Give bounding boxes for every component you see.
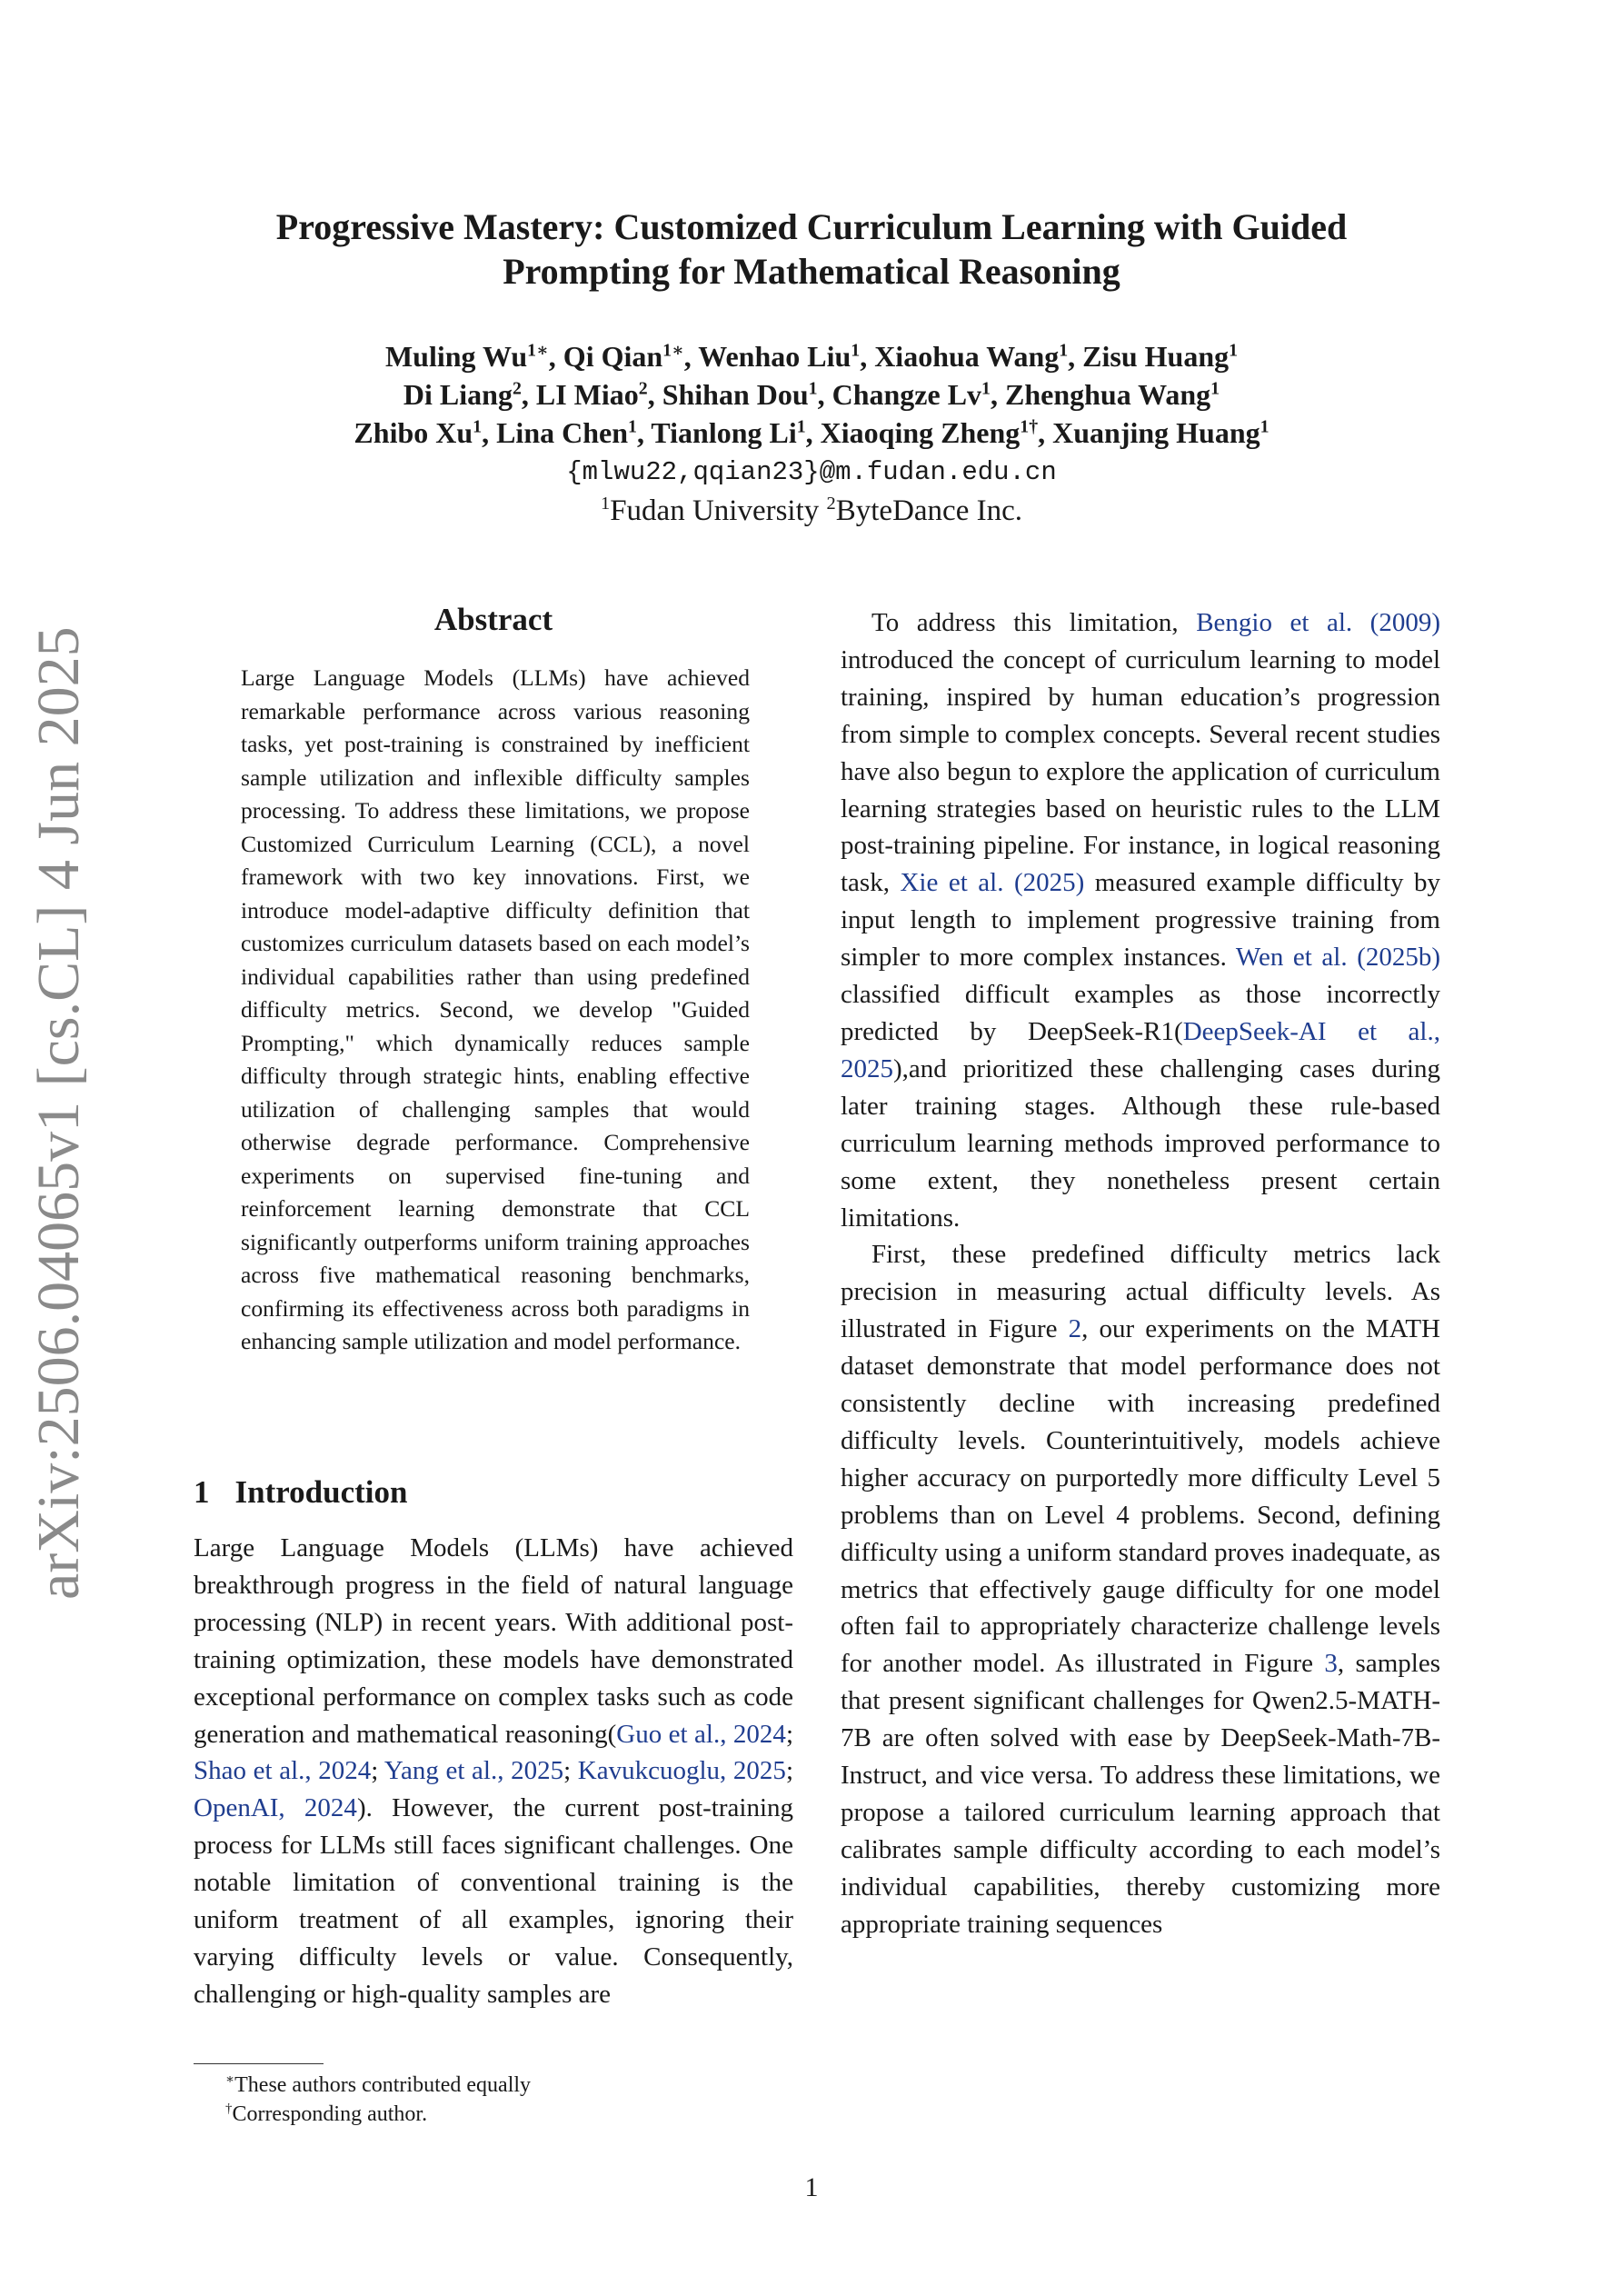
author-name: Muling Wu bbox=[384, 340, 528, 373]
author-line-2: Di Liang$^2$, LI Miao$^2$, Shihan Dou$^1$, Changze Lv$^1$, Zhenghua Wang$^1$ bbox=[403, 378, 1220, 411]
affiliations bbox=[164, 491, 1459, 531]
footnote-1 bbox=[225, 2071, 531, 2100]
author-email: {mlwu22,qqian23}@m.fudan.edu.cn bbox=[566, 457, 1057, 487]
citation-link[interactable]: Yang et al., 2025 bbox=[383, 1756, 564, 1786]
author-name: Zisu Huang bbox=[1082, 340, 1230, 373]
citation-link[interactable]: Bengio et al. (2009) bbox=[1196, 608, 1440, 637]
abstract-body: Large Language Models (LLMs) have achieved remarkable performance across various reasoning tasks, yet post-training is constrained by inefficient sample utilization and inflexible difficulty samples processing. To address these limitations, we propose Customized Curriculum Learning (CCL), a novel framework with two key innovations. First, we introduce model-adaptive difficulty definition that customizes curriculum datasets based on each model’s individual capabilities rather than using predefined difficulty metrics. Second, we develop "Guided Prompting," which dynamically reduces sample difficulty through strategic hints, enabling effective utilization of challenging samples that would otherwise degrade performance. Comprehensive experiments on supervised fine-tuning and reinforcement learning demonstrate that CCL significantly outperforms uniform training approaches across five mathematical reasoning benchmarks, confirming its effectiveness across both paradigms in enhancing sample utilization and model performance. bbox=[241, 664, 750, 1354]
author-affil-mark: 1∗ bbox=[662, 340, 684, 361]
title-line-1: Progressive Mastery: Customized Curriculum Learning with Guided bbox=[275, 206, 1348, 247]
author-name: Lina Chen bbox=[496, 416, 629, 449]
author-name: Xiaohua Wang bbox=[874, 340, 1060, 373]
author-name: Xiaoqing Zheng bbox=[820, 416, 1021, 449]
affil-sup-2: 2 bbox=[826, 494, 836, 514]
author-name: Wenhao Liu bbox=[698, 340, 851, 373]
author-name: Qi Qian bbox=[563, 340, 663, 373]
section-title: Introduction bbox=[234, 1474, 408, 1510]
footnote-mark: † bbox=[225, 2101, 233, 2116]
author-affil-mark: 1 bbox=[628, 416, 637, 437]
author-name: Zhibo Xu bbox=[353, 416, 473, 449]
author-affil-mark: 1 bbox=[796, 416, 806, 437]
citation-link[interactable]: 3 bbox=[1324, 1649, 1338, 1679]
author-affil-mark: 1 bbox=[808, 378, 818, 399]
intro-paragraph-3: First, these predefined difficulty metrics lack precision in measuring actual difficulty levels. As illustrated in Figure 2, our experiments on the MATH dataset demonstrate that model performance does not consistently decline with increasing predefined difficulty levels. Counterintuitively, models achieve higher accuracy on purportedly more difficulty Level 5 problems than on Level 4 problems. Second, defining difficulty using a uniform standard proves inadequate, as metrics that effectively gauge difficulty for one model often fail to appropriately characterize challenge levels for another model. As illustrated in Figure 3, samples that present significant challenges for Qwen2.5-MATH-7B are often solved with ease by DeepSeek-Math-7B-Instruct, and vice versa. To address these limitations, we propose a tailored curriculum learning approach that calibrates sample difficulty according to each model’s individual capabilities, thereby customizing more appropriate training sequences bbox=[841, 1240, 1440, 1939]
author-line-1: Muling $Wu^{1∗}$, Qi Qian$^{1∗}$, Wenhao Liu$^1$, Xiaohua Wang$^1$, Zisu Huang$^1$ bbox=[384, 340, 1239, 373]
paper-title bbox=[164, 205, 1459, 294]
author-name: Changze Lv bbox=[831, 378, 982, 411]
citation-link[interactable]: OpenAI, 2024 bbox=[194, 1793, 357, 1823]
author-affil-mark: 1† bbox=[1020, 416, 1039, 437]
citation-link[interactable]: Shao et al., 2024 bbox=[194, 1756, 372, 1786]
section-heading-introduction bbox=[194, 1472, 407, 1512]
citation-link[interactable]: Xie et al. (2025) bbox=[900, 868, 1085, 898]
title-line-2: Prompting for Mathematical Reasoning bbox=[503, 251, 1120, 292]
author-affil-mark: 1 bbox=[1260, 416, 1270, 437]
author-affil-mark: 1 bbox=[981, 378, 991, 399]
citation-link[interactable]: Kavukcuoglu, 2025 bbox=[577, 1756, 786, 1786]
citation-link[interactable]: Wen et al. (2025b) bbox=[1235, 943, 1441, 973]
affil-name-1: Fudan University bbox=[610, 494, 820, 527]
page-number: 1 bbox=[804, 2172, 819, 2202]
footnote-2 bbox=[225, 2100, 427, 2129]
footnote-mark: ∗ bbox=[225, 2072, 235, 2087]
citation-link[interactable]: 2 bbox=[1068, 1314, 1082, 1344]
author-affil-mark: 1 bbox=[1229, 340, 1239, 361]
author-name: Shihan Dou bbox=[662, 378, 809, 411]
citation-link[interactable]: Guo et al., 2024 bbox=[616, 1719, 786, 1749]
author-affil-mark: 1 bbox=[473, 416, 483, 437]
author-name: LI Miao bbox=[535, 378, 639, 411]
affil-name-2: ByteDance Inc. bbox=[835, 494, 1022, 527]
footnote-text: Corresponding author. bbox=[232, 2102, 428, 2126]
author-name: Xuanjing Huang bbox=[1052, 416, 1260, 449]
author-line-3: Zhibo Xu$^1$, Lina Chen$^1$, Tianlong Li$^1$, Xiaoqing Zheng$^{1\dagger}$, Xuanjing Huang$^1$ bbox=[353, 416, 1270, 449]
abstract-heading: Abstract bbox=[433, 602, 553, 637]
author-name: Di Liang bbox=[403, 378, 513, 411]
affil-sup-1: 1 bbox=[600, 494, 611, 514]
author-affil-mark: 1∗ bbox=[527, 340, 549, 361]
author-name: Tianlong Li bbox=[651, 416, 797, 449]
author-affil-mark: 1 bbox=[1059, 340, 1069, 361]
author-affil-mark: 1 bbox=[851, 340, 861, 361]
author-name: Zhenghua Wang bbox=[1004, 378, 1211, 411]
intro-paragraph-2: To address this limitation, Bengio et al. (2009) introduced the concept of curriculum learning to model training, inspired by human education’s progression from simple to complex concepts. Several recent studies have also begun to explore the application of curriculum learning strategies based on heuristic rules to the LLM post-training pipeline. For instance, in logical reasoning task, Xie et al. (2025) measured example difficulty by input length to implement progressive training from simpler to more complex instances. Wen et al. (2025b) classified difficult examples as those incorrectly predicted by DeepSeek-R1(DeepSeek-AI et al., 2025),and prioritized these challenging cases during later training stages. Although these rule-based curriculum learning methods improved performance to some extent, they nonetheless present certain limitations. bbox=[841, 608, 1441, 1233]
author-affil-mark: 2 bbox=[638, 378, 648, 399]
author-affil-mark: 1 bbox=[1210, 378, 1220, 399]
footnote-text: These authors contributed equally bbox=[234, 2073, 532, 2097]
author-affil-mark: 2 bbox=[512, 378, 522, 399]
intro-paragraph-1-part-a: Large Language Models (LLMs) have achieved breakthrough progress in the field of natural language processing (NLP) in recent years. With additional post-training optimization, these models have demonstrated exceptional performance on complex tasks such as code generation and mathematical reasoning(Guo et al., 2024; Shao et al., 2024; Yang et al., 2025; Kavukcuoglu, 2025; OpenAI, 2024). However, the current post-training process for LLMs still faces significant challenges. One notable limitation of conventional training is the uniform treatment of all examples, ignoring their varying difficulty levels or value. Consequently, challenging or high-quality samples are bbox=[194, 1533, 794, 2009]
citation-link[interactable]: DeepSeek-AI et al., 2025 bbox=[841, 1016, 1440, 1083]
right-column-text bbox=[841, 604, 1440, 1943]
left-column-text bbox=[194, 1530, 793, 2013]
section-number: 1 bbox=[194, 1474, 210, 1510]
arxiv-stamp: arXiv:2506.04065v1 [cs.CL] 4 Jun 2025 bbox=[25, 626, 92, 1600]
footnote-rule bbox=[194, 2063, 324, 2064]
